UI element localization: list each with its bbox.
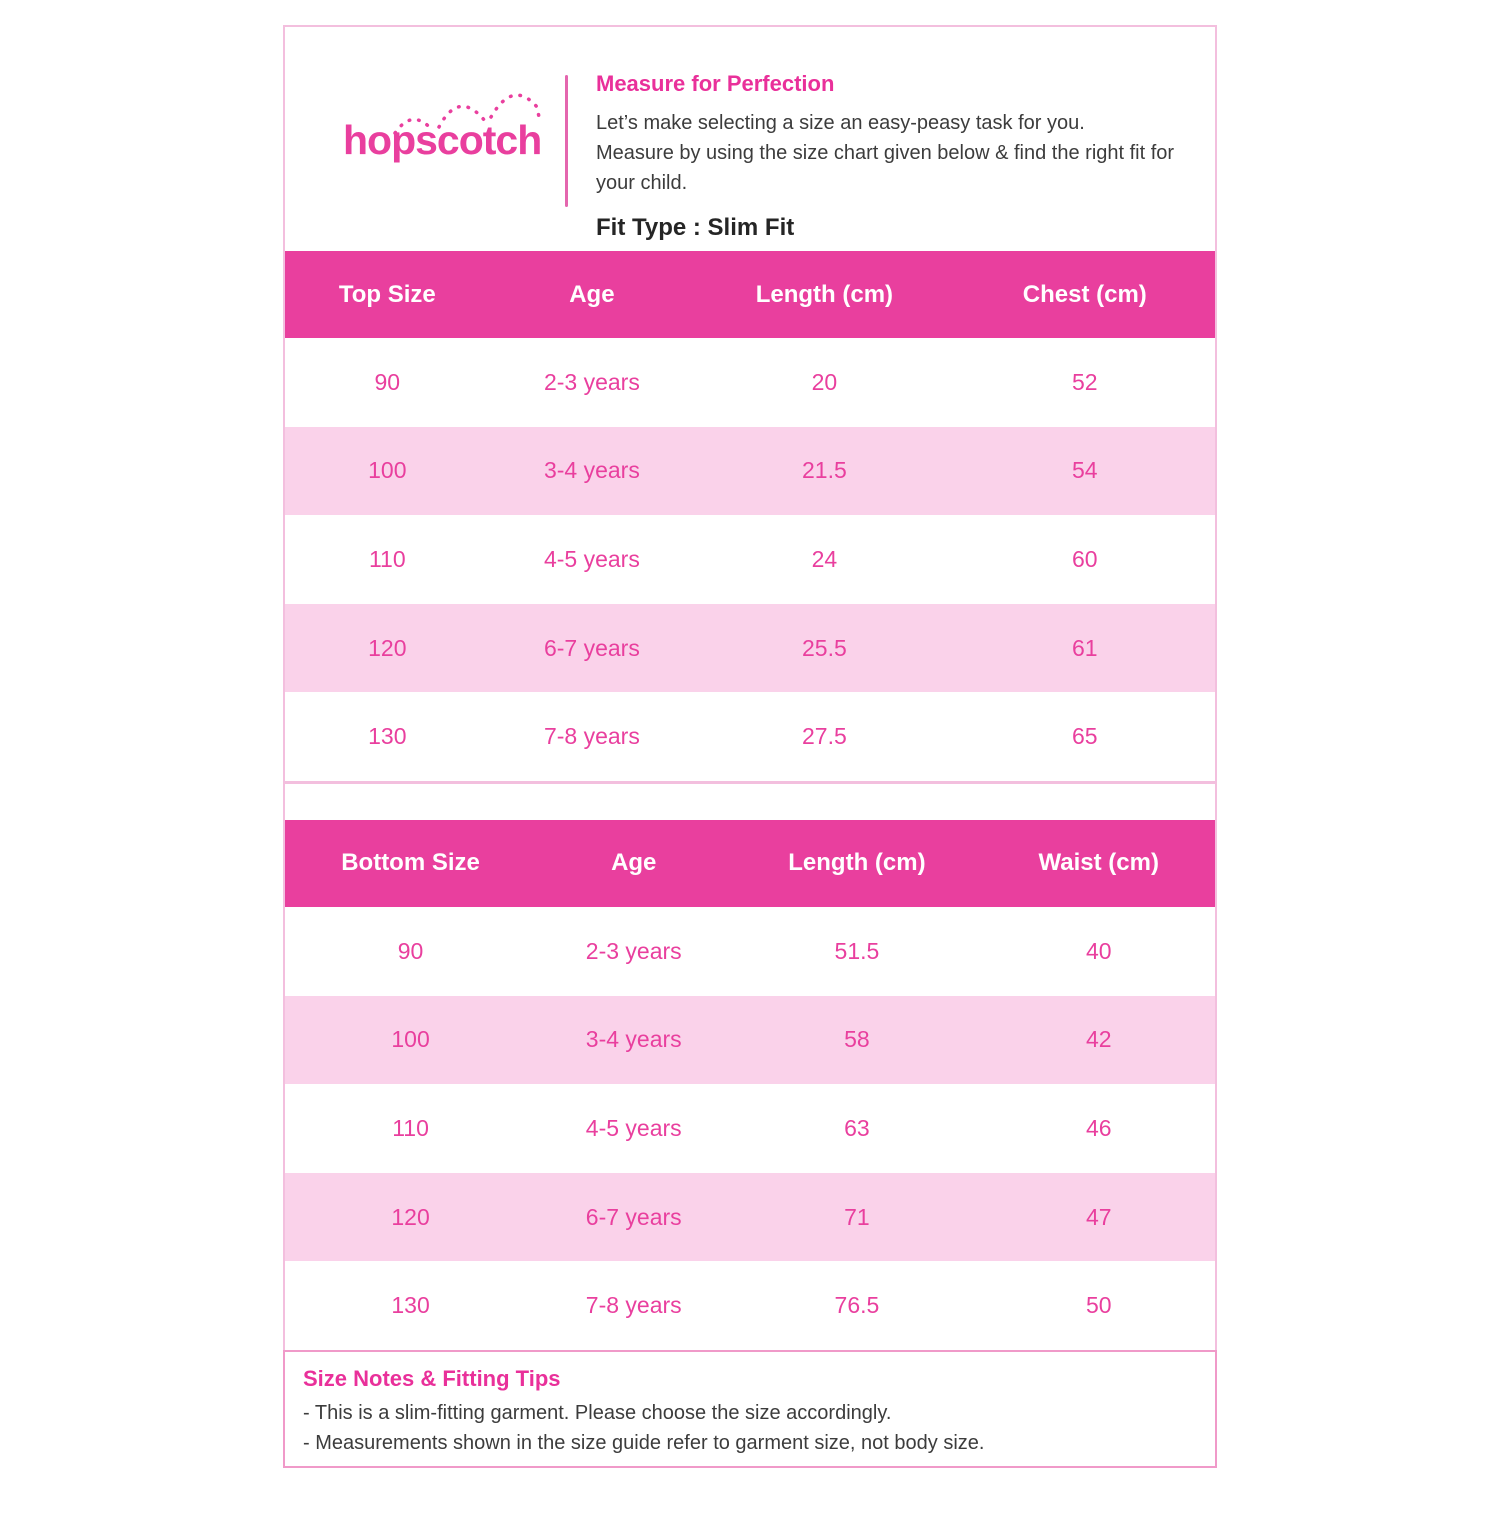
table-cell: 110 [368, 545, 406, 572]
size-note-item: - Measurements shown in the size guide refer to garment size, not body size. [303, 1431, 985, 1454]
size-notes-box [283, 1350, 1217, 1468]
table-row [285, 604, 1215, 693]
table-cell: 20 [811, 368, 838, 395]
table-cell: 7-8 years [543, 723, 640, 750]
hopscotch-logo [343, 81, 551, 201]
table-cell: 71 [844, 1203, 870, 1230]
column-header-age: Age [611, 849, 657, 877]
bottom-size-table [285, 820, 1215, 1350]
column-header-length: Length (cm) [788, 849, 926, 877]
table-row [285, 907, 1215, 996]
table-row [285, 1084, 1215, 1173]
section-gap [285, 784, 1215, 820]
table-cell: 130 [391, 1292, 430, 1319]
table-cell: 4-5 years [543, 545, 640, 572]
table-cell: 3-4 years [543, 457, 640, 484]
table-cell: 120 [391, 1203, 430, 1230]
table-cell: 24 [811, 545, 838, 572]
table-cell: 76.5 [834, 1292, 880, 1319]
table-cell: 120 [368, 634, 407, 661]
intro-line-2: Measure by using the size chart given below & find the right fit for your child. [596, 142, 1175, 194]
size-chart-sheet [283, 25, 1217, 1468]
table-cell: 90 [374, 368, 401, 395]
table-cell: 51.5 [834, 937, 880, 964]
table-cell: 46 [1085, 1114, 1112, 1141]
table-cell: 90 [397, 937, 424, 964]
table-cell: 61 [1071, 634, 1098, 661]
table-row [285, 1261, 1215, 1350]
table-cell: 110 [392, 1114, 429, 1141]
table-cell: 40 [1085, 937, 1112, 964]
column-header-bottom-size: Bottom Size [341, 849, 480, 877]
vertical-divider [565, 75, 568, 207]
header-section [285, 27, 1215, 251]
table-cell: 130 [368, 723, 407, 750]
table-cell: 60 [1071, 545, 1098, 572]
top-size-table-header [285, 251, 1215, 338]
table-row [285, 1173, 1215, 1262]
table-cell: 100 [391, 1026, 430, 1053]
top-size-table [285, 251, 1215, 781]
table-cell: 4-5 years [585, 1114, 682, 1141]
table-row [285, 692, 1215, 781]
column-header-length: Length (cm) [755, 280, 894, 308]
column-header-chest: Chest (cm) [1022, 280, 1147, 308]
table-cell: 3-4 years [585, 1026, 682, 1053]
table-cell: 47 [1085, 1203, 1112, 1230]
table-cell: 25.5 [802, 634, 847, 661]
column-header-waist: Waist (cm) [1038, 849, 1159, 877]
column-header-top-size: Top Size [338, 280, 436, 308]
intro-text-block [596, 27, 1181, 242]
size-notes-heading: Size Notes & Fitting Tips [303, 1365, 561, 1391]
table-row [285, 427, 1215, 516]
table-row [285, 996, 1215, 1085]
column-header-age: Age [569, 280, 615, 308]
table-cell: 7-8 years [585, 1292, 682, 1319]
table-cell: 50 [1085, 1292, 1112, 1319]
table-cell: 58 [844, 1026, 870, 1053]
table-cell: 2-3 years [543, 368, 640, 395]
table-cell: 2-3 years [585, 937, 682, 964]
table-cell: 65 [1071, 723, 1098, 750]
fit-type-label: Fit Type : Slim Fit [596, 214, 795, 241]
intro-heading: Measure for Perfection [596, 71, 835, 96]
size-note-item: - This is a slim-fitting garment. Please choose the size accordingly. [303, 1401, 892, 1424]
table-cell: 6-7 years [543, 634, 640, 661]
table-cell: 21.5 [802, 457, 847, 484]
table-cell: 100 [368, 457, 407, 484]
table-cell: 42 [1085, 1026, 1112, 1053]
intro-line-1: Let’s make selecting a size an easy-peasy task for you. [596, 112, 1085, 134]
table-cell: 54 [1071, 457, 1098, 484]
table-row [285, 338, 1215, 427]
table-row [285, 515, 1215, 604]
table-cell: 52 [1071, 368, 1098, 395]
table-cell: 6-7 years [585, 1203, 682, 1230]
table-cell: 27.5 [802, 723, 847, 750]
logo-wordmark: hopscotch [343, 117, 542, 163]
table-cell: 63 [844, 1114, 870, 1141]
bottom-size-table-header [285, 820, 1215, 907]
